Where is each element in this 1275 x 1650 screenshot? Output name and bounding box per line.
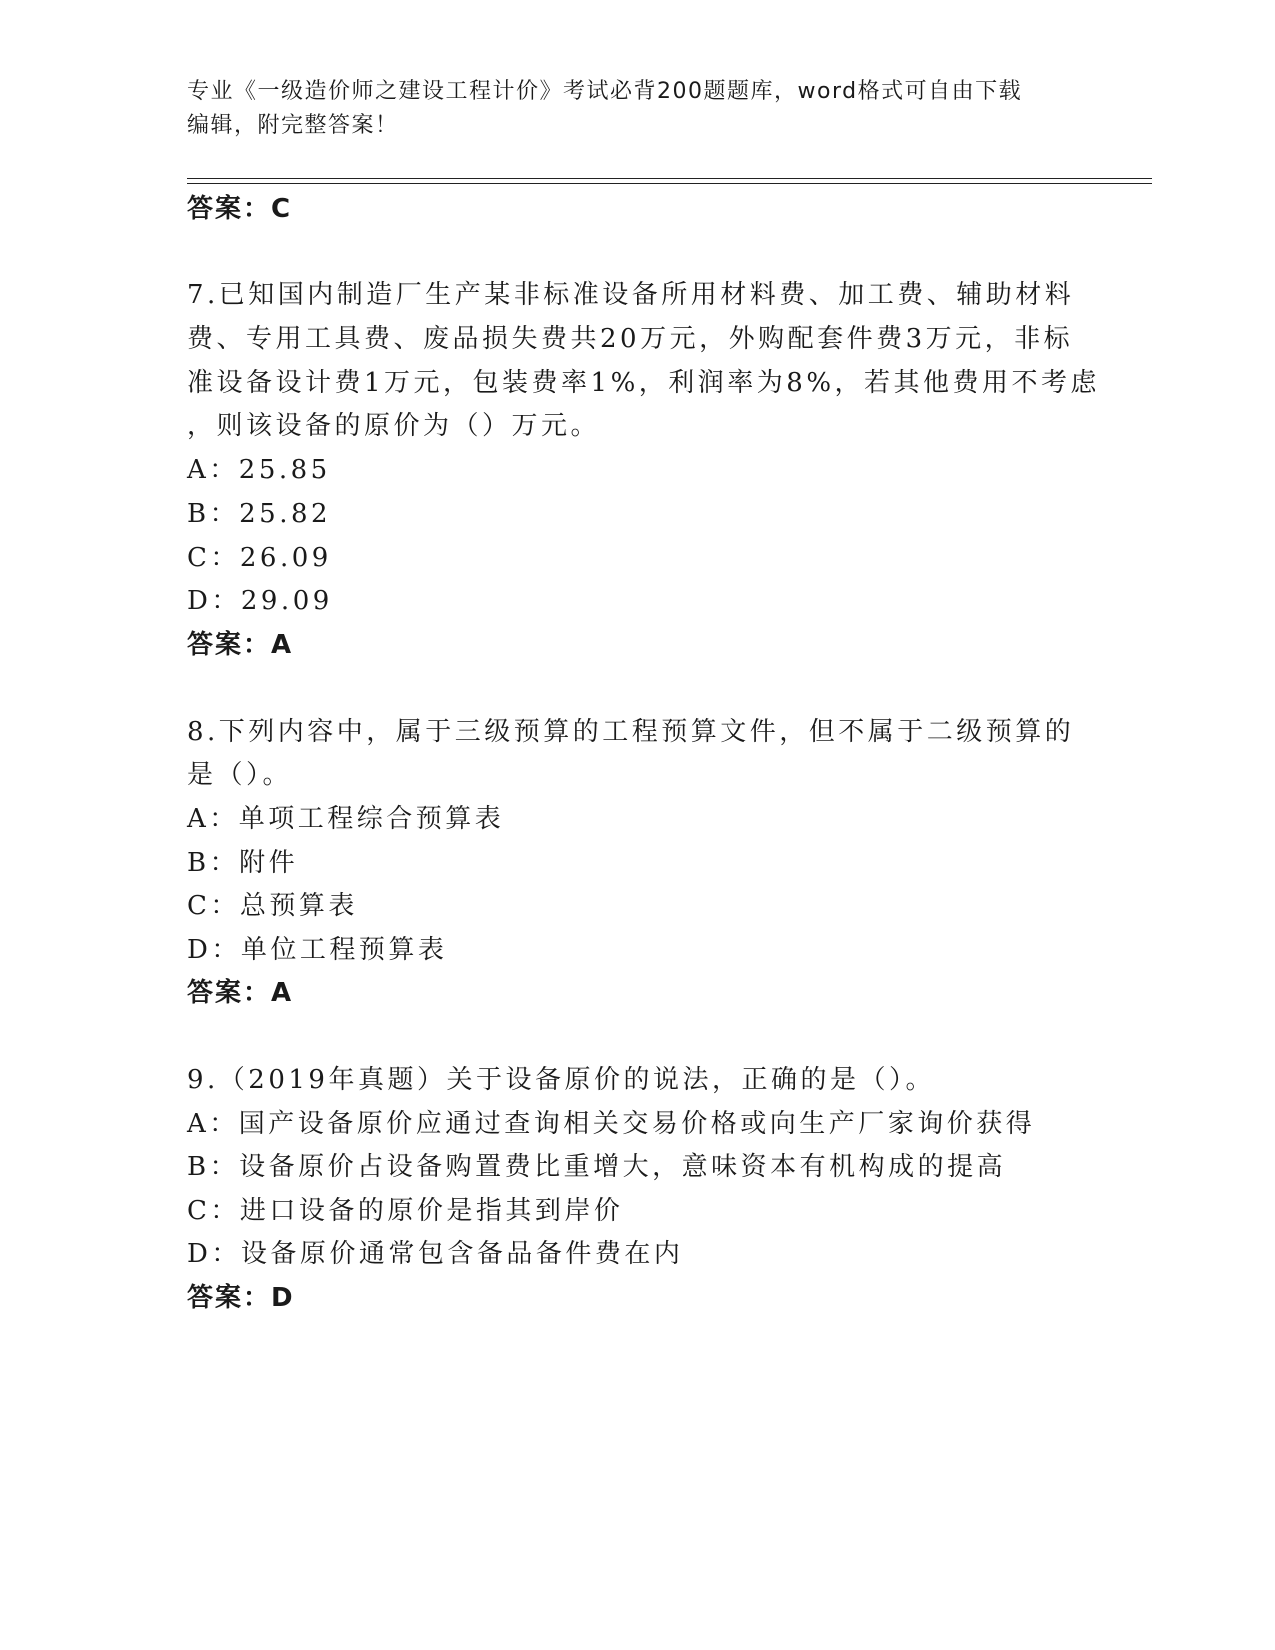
q7-option-a: A：25.85 xyxy=(187,455,331,485)
header-title-line-1: 专业《一级造价师之建设工程计价》考试必背200题题库，word格式可自由下载 xyxy=(187,79,1023,104)
q9-option-a: A：国产设备原价应通过查询相关交易价格或向生产厂家询价获得 xyxy=(187,1109,1036,1139)
q8-option-b: B：附件 xyxy=(187,848,299,878)
q7-option-b: B：25.82 xyxy=(187,499,332,529)
q7-option-d: D：29.09 xyxy=(187,586,333,616)
answer-previous-question: 答案：C xyxy=(187,194,293,224)
q9-stem-line-1: 9.（2019年真题）关于设备原价的说法，正确的是（）。 xyxy=(187,1065,935,1095)
header-title-line-2: 编辑，附完整答案！ xyxy=(187,113,399,138)
q8-answer: 答案：A xyxy=(187,978,294,1008)
q9-option-d: D：设备原价通常包含备品备件费在内 xyxy=(187,1239,684,1269)
q7-stem-line-1: 7.已知国内制造厂生产某非标准设备所用材料费、加工费、辅助材料 xyxy=(187,280,1075,310)
q8-option-a: A：单项工程综合预算表 xyxy=(187,804,505,834)
q7-stem-line-2: 费、专用工具费、废品损失费共20万元，外购配套件费3万元，非标 xyxy=(187,324,1074,354)
q8-stem-line-1: 8.下列内容中，属于三级预算的工程预算文件，但不属于二级预算的 xyxy=(187,717,1075,747)
header-divider-top xyxy=(187,178,1152,179)
q7-stem-line-3: 准设备设计费1万元，包装费率1%，利润率为8%，若其他费用不考虑 xyxy=(187,368,1101,398)
q9-answer: 答案：D xyxy=(187,1283,295,1313)
q7-answer: 答案：A xyxy=(187,630,294,660)
q8-option-c: C：总预算表 xyxy=(187,891,358,921)
q8-stem-line-2: 是（）。 xyxy=(187,760,293,790)
q7-stem-line-4: ，则该设备的原价为（）万元。 xyxy=(187,411,601,441)
header-divider-bottom xyxy=(187,183,1152,184)
q9-option-b: B：设备原价占设备购置费比重增大，意味资本有机构成的提高 xyxy=(187,1152,1007,1182)
q7-option-c: C：26.09 xyxy=(187,543,332,573)
q9-option-c: C：进口设备的原价是指其到岸价 xyxy=(187,1196,624,1226)
q8-option-d: D：单位工程预算表 xyxy=(187,935,448,965)
